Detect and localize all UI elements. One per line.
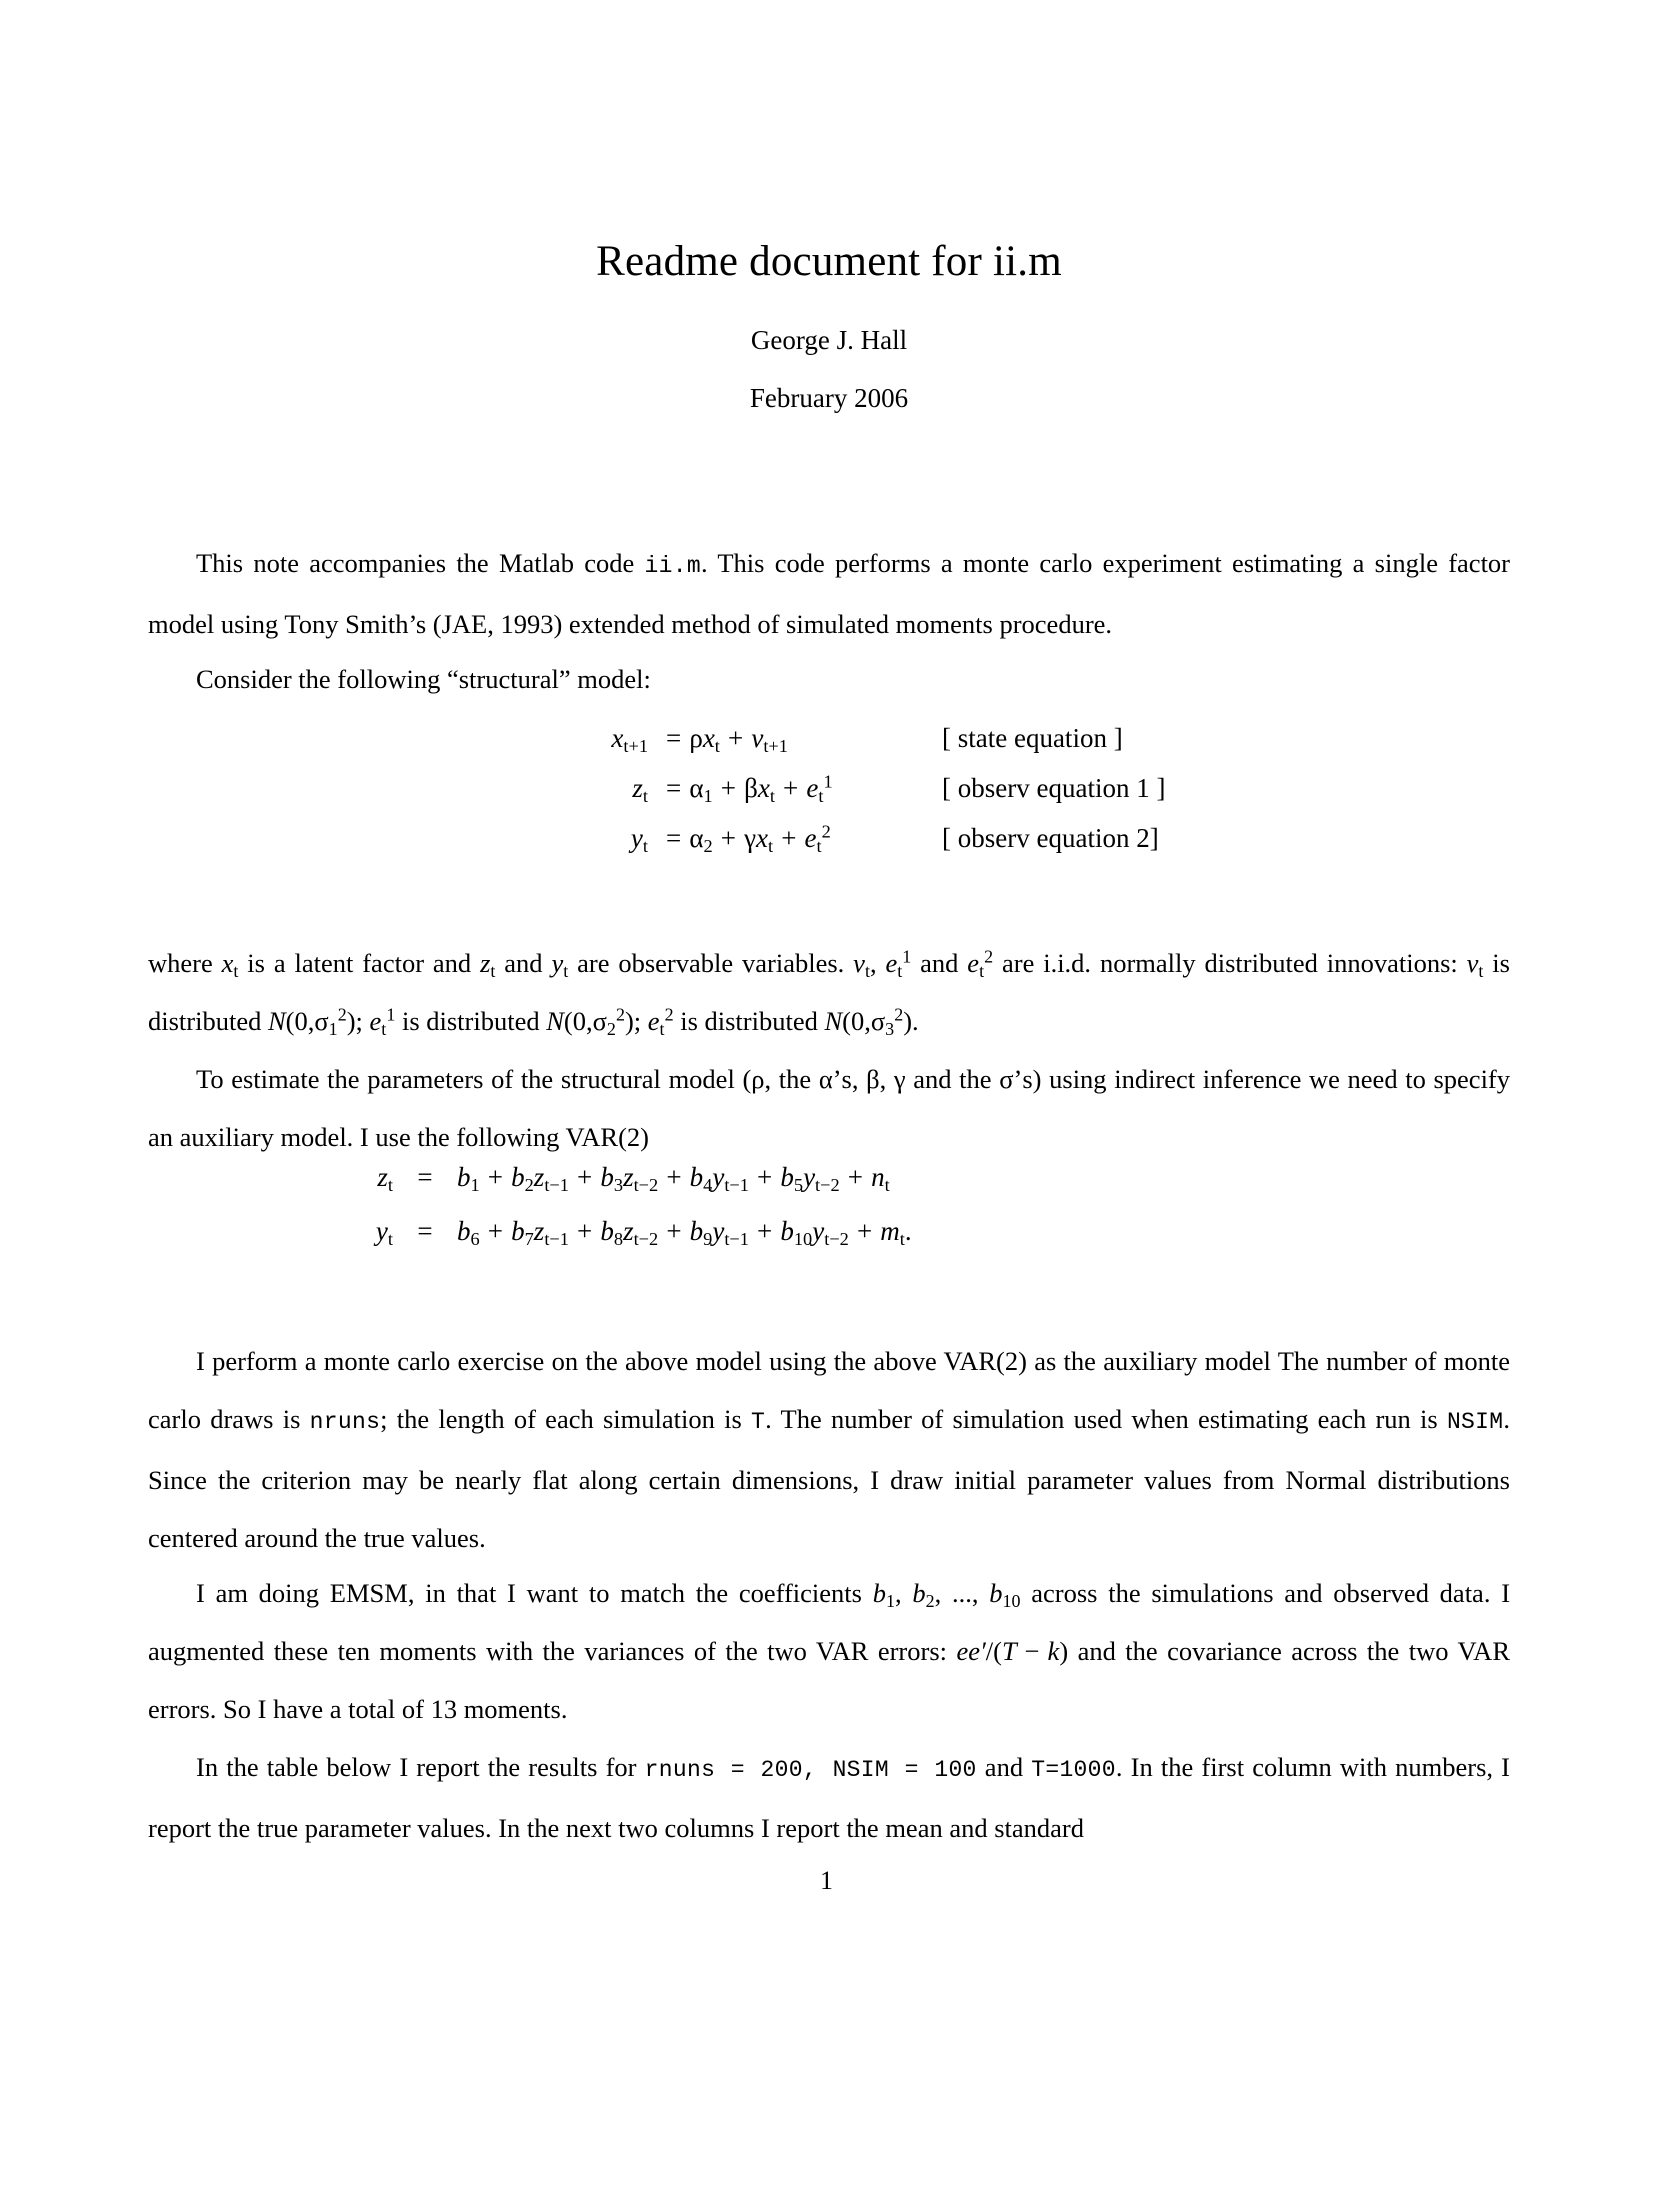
para4-b: , the [764,1064,819,1094]
equation-observ-1-note: [ observ equation 1 ] [942,773,1166,803]
symbol-gamma: γ [893,1064,906,1094]
equation-state-note: [ state equation ] [942,723,1123,753]
para6-e: and the covariance across the two VAR errors. So I have a total of 13 moments. [148,1636,1510,1724]
para3-b: is a latent factor and [238,948,481,978]
symbol-beta: β [866,1064,880,1094]
para6-d: across the simulations and observed data. I augmented these ten moments with the variances of the two VAR errors: [148,1578,1511,1666]
para6-a: I am doing EMSM, in that I want to match the coefficients [196,1578,873,1608]
paragraph-intro-part-a: This note accompanies the Matlab code [196,548,645,578]
equation-observ-2-lhs: $y_t$ [630,823,648,857]
code-nruns: nruns [309,1409,381,1435]
equation-var-z-rhs: $b_1 + b_2z_{t-1} + b_3z_{t-2} + b_4y_{t-1} + b_5y_{t-2} + n_t$ [457,1162,890,1196]
var-z-t: $z_t$ [480,948,496,982]
var-e-t-2-b: $e_t^2$ [647,1004,674,1040]
var-e-t-2: $e_t^2$ [967,946,994,982]
var-equations-block [148,1162,1510,1270]
para3-f: are i.i.d. normally distributed innovations: [993,948,1467,978]
equation-state-rhs: = $\rho x_t + v_{t+1}$ [666,723,788,757]
para3-g: is distributed [148,948,1510,1036]
para3-k: is distributed [673,1006,825,1036]
para4-a: To estimate the parameters of the structural model ( [196,1064,752,1094]
var-v-t-2: $v_t$ [1466,948,1484,982]
para4-e: and the [905,1064,1000,1094]
dist-n-sigma3: N [824,1006,843,1036]
equation-state-lhs: $x_{t+1}$ [611,723,648,757]
dist-n-sigma2: N [546,1006,564,1036]
paragraph-table-intro [148,1738,1510,1857]
equation-var-z-lhs: $z_t$ [377,1162,393,1196]
equation-state [148,723,1510,773]
var-e-t-1-b: $e_t^1$ [369,1004,396,1040]
para3-j: ; [633,1006,648,1036]
coef-b2: $b_2$ [912,1578,935,1612]
para4-d: , [879,1064,894,1094]
para3-l: . [912,1006,919,1036]
para3-c: and [495,948,552,978]
equation-observ-2-note: [ observ equation 2] [942,823,1159,853]
code-t: T [751,1409,766,1435]
equation-var-y-rhs: $b_6 + b_7z_{t-1} + b_8z_{t-2} + b_9y_{t-1} + b_{10}y_{t-2} + m_t$. [457,1216,912,1250]
symbol-sigma: σ [999,1064,1014,1094]
paragraph-intro [148,534,1510,653]
equation-var-z [148,1162,1510,1216]
coef-b10: $b_{10}$ [989,1578,1021,1612]
para6-b: , [894,1578,913,1608]
para3-i: is distributed [395,1006,547,1036]
para3-a: where [148,948,222,978]
paragraph-variables: where $x_t$ is a latent factor and $z_t$ and $y_t$ are observable variables. $v_t$, $e_t^1$ and $e_t^2$ are i.i.d. normally distributed innovations: $v_t$ is distributed $N(0,\sigma_1^2)$; $e_t^1$ is distributed $N(0,\sigma_2^2)$; $e_t^2$ is distributed $N(0,\sigma_3^2)$. [148,946,1510,1040]
document-date: February 2006 [749,383,909,413]
code-t-1000: T=1000 [1031,1757,1116,1783]
paragraph-emsm: I am doing EMSM, in that I want to match the coefficients $b_1$, $b_2$, ..., $b_{10}$ across the simulations and observed data. I augmented these ten moments with the variances of the two VAR errors: ee′/(T − k) and the covariance across the two VAR errors. So I have a total of 13 moments. [148,1578,1511,1724]
symbol-alpha: α [818,1064,833,1094]
para5-a: I perform a monte carlo exercise on the above model using the above VAR(2) as the auxiliary model The number of monte carlo draws is [148,1346,1510,1434]
equation-observ-2-rhs: = $\alpha_2 + \gamma x_t + e_t^2$ [666,821,831,857]
page-title: Readme document for ii.m [596,238,1062,285]
paragraph-estimate-params [148,1050,1510,1166]
var-v-t: $v_t$ [853,948,870,982]
var-y-t: $y_t$ [551,948,569,982]
equation-var-y-equals: = [417,1216,433,1246]
equation-var-z-equals: = [417,1162,433,1192]
para5-b: ; the length of each simulation is [380,1404,752,1434]
para4-c: ’s, [832,1064,867,1094]
code-nsim: NSIM [1446,1409,1504,1435]
para3-h: ; [355,1006,370,1036]
para3-d: are observable variables. [568,948,854,978]
paragraph-monte-carlo [148,1332,1510,1567]
para5-d: . Since the criterion may be nearly flat along certain dimensions, I draw initial parameter values from Normal distributions centered around the true values. [148,1404,1510,1553]
para3-e: and [911,948,968,978]
para6-c: , ..., [934,1578,990,1608]
equation-observ-1-rhs: = $\alpha_1 + \beta x_t + e_t^1$ [666,771,833,807]
equation-var-y [148,1216,1510,1270]
para7-a: In the table below I report the results for [196,1752,645,1782]
para7-b: and [976,1752,1032,1782]
var-x-t: $x_t$ [221,948,239,982]
symbol-rho: ρ [751,1064,765,1094]
code-ii-m: ii.m [644,553,701,579]
para4-f: ’s) using indirect inference we need to specify an auxiliary model. I use the following VAR(2) [148,1064,1511,1152]
page-number: 1 [820,1866,833,1895]
equation-observ-1 [148,773,1510,823]
paragraph-intro-part-b: . This code performs a monte carlo experiment estimating a single factor model using Tony Smith’s (JAE, 1993) extended method of simulated moments procedure. [148,548,1511,639]
equation-observ-2 [148,823,1510,873]
dist-n-sigma1: N [267,1006,286,1036]
expr-ee-prime: ee′ [956,1636,986,1666]
equation-var-y-lhs: $y_t$ [375,1216,393,1250]
document-author: George J. Hall [750,325,908,355]
var-e-t-1: $e_t^1$ [885,946,912,982]
code-rnuns-nsim: rnuns = 200, NSIM = 100 [644,1757,977,1783]
para5-c: . The number of simulation used when estimating each run is [765,1404,1447,1434]
equation-observ-1-lhs: $z_t$ [632,773,648,807]
structural-equations-block [148,723,1510,873]
paragraph-consider-model: Consider the following “structural” model: [196,664,651,694]
para7-c: . In the first column with numbers, I report the true parameter values. In the next two columns I report the mean and standard [148,1752,1511,1843]
coef-b1: $b_1$ [872,1578,895,1612]
